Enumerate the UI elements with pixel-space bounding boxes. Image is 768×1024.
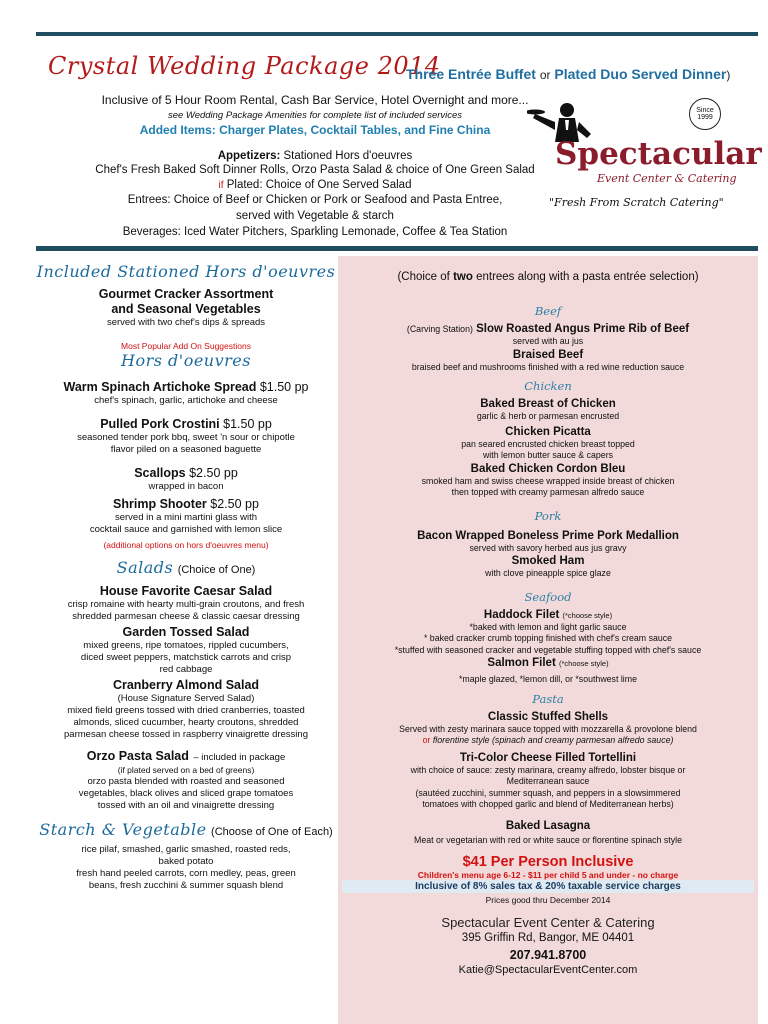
cracker-name-2: and Seasonal Vegetables	[111, 302, 261, 316]
hors-heading: Hors d'oeuvres	[121, 351, 251, 370]
company-address: 395 Griffin Rd, Bangor, ME 04401	[461, 932, 635, 944]
braised-beef-name: Braised Beef	[512, 348, 584, 361]
price-per-person: $41 Per Person Inclusive	[462, 854, 634, 870]
cordon-bleu-desc-2: then topped with creamy parmesan alfredo sauce	[451, 487, 645, 497]
tax-note: Inclusive of 8% sales tax & 20% taxable service charges	[342, 880, 754, 893]
beverages-line: Beverages: Iced Water Pitchers, Sparkling Lemonade, Coffee & Tea Station	[122, 226, 508, 238]
picatta-desc-2: with lemon butter sauce & capers	[482, 450, 614, 460]
salmon-desc: *maple glazed, *lemon dill, or *southwest lime	[459, 674, 637, 684]
haddock-desc-1: *baked with lemon and light garlic sauce	[469, 621, 627, 632]
scallops-name: Scallops	[134, 466, 186, 480]
subtitle-plated: Plated Duo Served Dinner	[554, 66, 727, 82]
starch-desc-2: baked potato	[158, 856, 214, 867]
scallops-item	[36, 466, 336, 481]
orzo-sub: (if plated served on a bed of greens)	[117, 765, 255, 775]
package-subtitle	[406, 66, 730, 82]
subtitle-or: or	[539, 68, 551, 82]
chicken-breast-name: Baked Breast of Chicken	[480, 398, 616, 410]
lasagna-name: Baked Lasagna	[505, 819, 591, 832]
middle-rule	[36, 246, 758, 251]
company-name: Spectacular Event Center & Catering	[441, 915, 655, 930]
smoked-ham-desc: with clove pineapple spice glaze	[485, 568, 611, 578]
caesar-desc-2: shredded parmesan cheese & classic caesar dressing	[72, 611, 300, 622]
pork-crostini-name: Pulled Pork Crostini	[100, 417, 220, 431]
logo-wordmark: Spectacular	[555, 136, 762, 172]
pork-crostini-price: $1.50 pp	[223, 417, 272, 431]
smoked-ham-name: Smoked Ham	[511, 555, 585, 567]
cranberry-desc-3: parmesan cheese tossed in raspberry vinaigrette dressing	[64, 729, 308, 740]
spinach-price: $1.50 pp	[259, 380, 309, 394]
cordon-bleu-name: Baked Chicken Cordon Bleu	[470, 462, 626, 475]
additional-options-note: (additional options on hors d'oeuvres menu)	[103, 540, 269, 550]
childrens-menu-note: Children's menu age 6-12 - $11 per child 5 and under - no charge	[417, 870, 679, 880]
tortellini-desc-3: (sautéed zucchini, summer squash, and peppers in a slowsimmered	[415, 787, 681, 798]
pork-medallion-desc: served with savory herbed aus jus gravy	[469, 542, 627, 553]
picatta-desc-1: pan seared encrusted chicken breast topped	[461, 438, 635, 449]
cranberry-desc-2: almonds, sliced cucumber, hearty croutons, shredded	[73, 717, 299, 728]
beef-heading: Beef	[534, 304, 562, 318]
tortellini-name: Tri-Color Cheese Filled Tortellini	[459, 751, 637, 764]
starch-desc-1: rice pilaf, smashed, garlic smashed, roasted reds,	[81, 844, 291, 855]
garden-desc-1: mixed greens, ripe tomatoes, rippled cucumbers,	[83, 640, 289, 651]
lasagna-desc: Meat or vegetarian with red or white sauce or florentine spinach style	[414, 834, 682, 845]
tortellini-desc-2: Mediterranean sauce	[506, 776, 590, 786]
orzo-desc-1: orzo pasta blended with roasted and seasoned	[87, 776, 285, 787]
chicken-heading: Chicken	[524, 379, 572, 393]
orzo-desc-3: tossed with an oil and vinaigrette dressing	[97, 800, 275, 811]
salads-suffix: (Choice of One)	[177, 564, 256, 576]
choice-post: entrees along with a pasta entrée selection)	[476, 271, 699, 283]
choice-two: two	[453, 271, 473, 283]
seafood-heading: Seafood	[524, 589, 572, 604]
spinach-desc: chef's spinach, garlic, artichoke and cheese	[94, 395, 278, 406]
added-items-line: Added Items: Charger Plates, Cocktail Tables, and Fine China	[139, 123, 491, 137]
shrimp-item	[36, 497, 336, 512]
caesar-desc-1: crisp romaine with hearty multi-grain croutons, and fresh	[67, 599, 305, 610]
shrimp-price: $2.50 pp	[210, 497, 259, 511]
salmon-line	[338, 656, 758, 670]
choice-pre: (Choice of	[397, 271, 450, 283]
starch-desc-4: beans, fresh zucchini & summer squash blend	[88, 880, 284, 891]
if-word: if	[218, 180, 224, 191]
orzo-desc-2: vegetables, black olives and sliced grape tomatoes	[78, 788, 294, 799]
tortellini-desc-1: with choice of sauce: zesty marinara, creamy alfredo, lobster bisque or	[410, 764, 686, 775]
shells-desc-2: florentine style (spinach and creamy parmesan alfredo sauce)	[432, 735, 674, 745]
cracker-name-1: Gourmet Cracker Assortment	[98, 287, 274, 301]
garden-desc-3: red cabbage	[159, 664, 213, 675]
cordon-bleu-desc-1: smoked ham and swiss cheese wrapped inside breast of chicken	[421, 475, 675, 486]
cracker-desc: served with two chef's dips & spreads	[106, 317, 266, 328]
salmon-name: Salmon Filet	[487, 657, 556, 669]
appetizers-text: Stationed Hors d'oeuvres	[283, 150, 413, 162]
spinach-item	[36, 380, 336, 395]
subtitle-buffet: Three Entrée Buffet	[406, 66, 536, 82]
picatta-name: Chicken Picatta	[505, 425, 591, 438]
braised-beef-desc: braised beef and mushrooms finished with a red wine reduction sauce	[411, 361, 685, 372]
shrimp-desc-1: served in a mini martini glass with	[114, 512, 258, 523]
shells-name: Classic Stuffed Shells	[487, 710, 609, 723]
popular-addon-note: Most Popular Add On Suggestions	[121, 341, 251, 351]
pork-crostini-desc-1: seasoned tender pork bbq, sweet 'n sour or chipotle	[77, 432, 295, 443]
shells-desc-1: Served with zesty marinara sauce topped with mozzarella & provolone blend	[399, 723, 697, 734]
salads-title: Salads	[116, 558, 174, 577]
top-rule	[36, 32, 758, 36]
haddock-desc-2: * baked cracker crumb topping finished with chef's cream sauce	[423, 633, 673, 643]
chicken-breast-desc: garlic & herb or parmesan encrusted	[476, 411, 620, 421]
subtitle-end: )	[726, 68, 731, 82]
logo-subtext: Event Center & Catering	[597, 172, 737, 185]
entree-choice-note	[338, 271, 758, 283]
vegetable-line: served with Vegetable & starch	[236, 210, 394, 222]
haddock-line	[338, 608, 758, 622]
plated-text: Plated: Choice of One Served Salad	[226, 179, 412, 191]
cranberry-desc-1: mixed field greens tossed with dried cranberries, toasted	[67, 705, 305, 716]
salads-heading	[36, 558, 336, 578]
spinach-name: Warm Spinach Artichoke Spread	[63, 380, 257, 394]
scallops-price: $2.50 pp	[189, 466, 238, 480]
carving-station-label: (Carving Station)	[406, 324, 473, 334]
haddock-style: (*choose style)	[562, 610, 613, 620]
pork-crostini-item	[36, 417, 336, 432]
prime-rib-line	[338, 322, 758, 336]
orzo-included: – included in package	[193, 752, 286, 763]
prime-rib-name: Slow Roasted Angus Prime Rib of Beef	[476, 323, 690, 335]
package-title: Crystal Wedding Package 2014	[48, 52, 441, 80]
shells-desc-2-line	[338, 735, 758, 747]
left-menu-column	[36, 262, 336, 892]
inclusive-line: Inclusive of 5 Hour Room Rental, Cash Bar Service, Hotel Overnight and more...	[101, 93, 529, 107]
company-phone: 207.941.8700	[509, 948, 587, 962]
garden-desc-2: diced sweet peppers, matchstick carrots and crisp	[80, 652, 292, 663]
cranberry-name: Cranberry Almond Salad	[112, 678, 260, 692]
starch-title: Starch & Vegetable	[39, 820, 207, 839]
appetizers-label: Appetizers:	[217, 150, 281, 162]
spectacular-logo	[527, 96, 762, 214]
starch-desc-3: fresh hand peeled carrots, corn medley, peas, green	[76, 868, 296, 879]
haddock-name: Haddock Filet	[483, 608, 560, 621]
caesar-name: House Favorite Caesar Salad	[99, 584, 273, 598]
orzo-heading	[36, 747, 336, 765]
salmon-style: (*choose style)	[558, 659, 609, 668]
stationed-heading: Included Stationed Hors d'oeuvres	[36, 262, 336, 281]
garden-name: Garden Tossed Salad	[122, 625, 250, 639]
since-label: Since	[696, 107, 714, 114]
haddock-desc-3: *stuffed with seasoned cracker and vegetable stuffing topped with chef's sauce	[394, 644, 702, 655]
company-email: Katie@SpectacularEventCenter.com	[458, 964, 638, 976]
pork-crostini-desc-2: flavor piled on a seasoned baguette	[110, 444, 262, 455]
prime-rib-desc: served with au jus	[512, 336, 584, 346]
plated-line	[60, 179, 570, 191]
entrees-line: Entrees: Choice of Beef or Chicken or Pork or Seafood and Pasta Entree,	[127, 194, 503, 206]
starch-heading	[36, 820, 336, 840]
appetizers-line	[60, 150, 570, 162]
see-amenities-note: see Wedding Package Amenities for complete list of included services	[167, 110, 463, 121]
logo-tagline: "Fresh From Scratch Catering"	[549, 196, 724, 209]
cranberry-sub: (House Signature Served Salad)	[117, 693, 255, 704]
since-badge	[689, 98, 721, 130]
shells-or: or	[422, 735, 431, 745]
shrimp-name: Shrimp Shooter	[113, 497, 207, 511]
pasta-heading: Pasta	[532, 691, 564, 706]
pork-medallion-name: Bacon Wrapped Boneless Prime Pork Medallion	[417, 529, 679, 542]
prices-good-note: Prices good thru December 2014	[485, 895, 611, 905]
pork-heading: Pork	[534, 508, 562, 523]
chef-rolls-line: Chef's Fresh Baked Soft Dinner Rolls, Orzo Pasta Salad & choice of One Green Salad	[95, 164, 535, 176]
scallops-desc: wrapped in bacon	[148, 481, 224, 492]
entree-panel	[338, 256, 758, 1024]
since-year: 1999	[697, 114, 713, 122]
shrimp-desc-2: cocktail sauce and garnished with lemon slice	[89, 524, 283, 535]
tortellini-desc-4: tomatoes with chopped garlic and blend of Mediterranean herbs)	[422, 799, 674, 809]
orzo-name: Orzo Pasta Salad	[86, 749, 189, 763]
starch-suffix: (Choose of One of Each)	[211, 826, 333, 838]
entree-list	[338, 304, 758, 976]
